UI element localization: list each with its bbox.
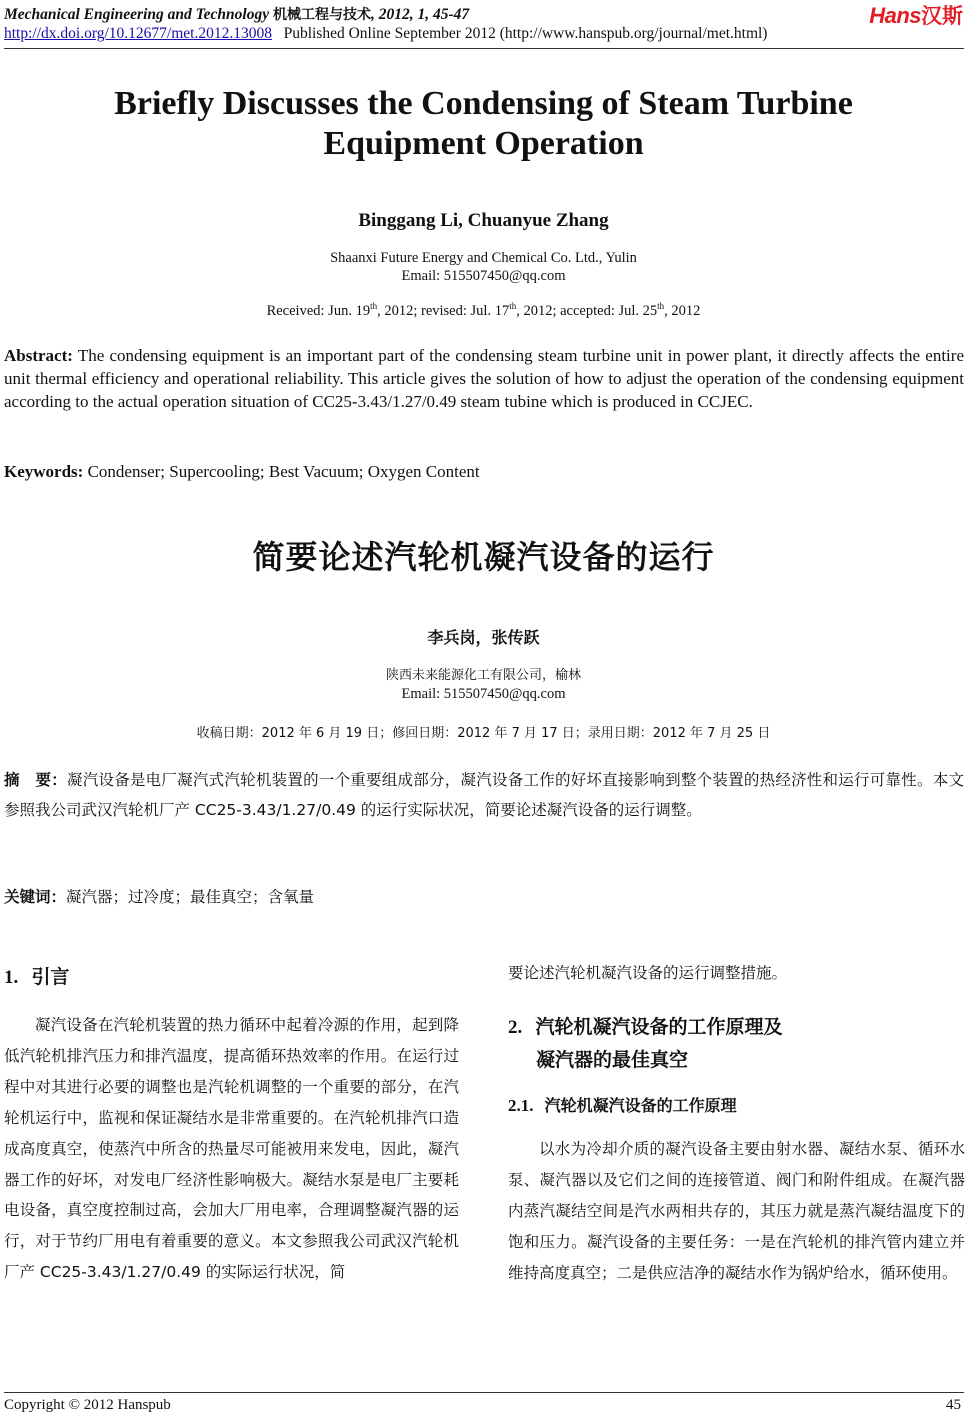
section-2-title-line2: 凝汽器的最佳真空	[536, 1049, 689, 1071]
section-2-1-number: 2.1.	[508, 1096, 534, 1115]
revised-date: , 2012; revised: Jul. 17	[377, 303, 510, 319]
journal-name: Mechanical Engineering and Technology	[4, 6, 270, 23]
email-zh: Email: 515507450@qq.com	[401, 686, 566, 702]
keywords-label: Keywords:	[4, 462, 84, 481]
keywords-text: Condenser; Supercooling; Best Vacuum; Oxygen Content	[87, 462, 480, 481]
section-2-1-title: 汽轮机凝汽设备的工作原理	[544, 1096, 737, 1115]
ordinal-suffix: th	[370, 301, 378, 312]
section-1-paragraph: 凝汽设备在汽轮机装置的热力循环中起着冷源的作用，起到降低汽轮机排汽压力和排汽温度，提高循环热效率的作用。在运行过程中对其进行必要的调整也是汽轮机调整的一个重要的部分，在汽轮机运行中，监视和保证凝结水是非常重要的。在汽轮机排汽口造成高度真空，使蒸汽中所含的热量尽可能被用来发电，因此，凝汽器工作的好坏，对发电厂经济性影响极大。凝结水泵是电厂主要耗电设备，真空度控制过高，会加大厂用电率，合理调整凝汽器的运行，对于节约厂用电有着重要的意义。本文参照我公司武汉汽轮机厂产 CC25-3.43/1.27/0.49 的实际运行状况，简	[4, 1016, 459, 1282]
paper-title-zh: 简要论述汽轮机凝汽设备的运行	[252, 538, 715, 576]
received-date: Received: Jun. 19	[266, 303, 371, 319]
section-1-title: 引言	[31, 966, 70, 988]
keywords-zh	[4, 885, 314, 907]
published-info: Published Online September 2012 (http://www.hanspub.org/journal/met.html)	[283, 25, 768, 42]
section-1-number: 1.	[4, 967, 19, 988]
copyright: Copyright © 2012 Hanspub	[4, 1397, 171, 1413]
journal-header	[4, 4, 469, 24]
journal-issue: , 2012, 1, 45-47	[370, 6, 470, 23]
logo-zh: 汉斯	[921, 4, 963, 28]
affiliation-zh: 陕西未来能源化工有限公司，榆林	[385, 668, 581, 683]
section-1-heading	[4, 962, 70, 989]
section-2-number: 2.	[508, 1017, 523, 1038]
abstract-label-zh: 摘 要：	[4, 771, 67, 789]
abstract-text-zh: 凝汽设备是电厂凝汽式汽轮机装置的一个重要组成部分，凝汽设备工作的好坏直接影响到整个装置的热经济性和运行可靠性。本文参照我公司武汉汽轮机厂产 CC25-3.43/1.27/0.49 的运行实际状况，简要论述凝汽设备的运行调整。	[4, 771, 964, 819]
received-dates-zh: 收稿日期：2012 年 6 月 19 日；修回日期：2012 年 7 月 17 日；录用日期：2012 年 7 月 25 日	[196, 726, 771, 741]
abstract-zh	[4, 765, 964, 825]
footer-rule	[4, 1392, 964, 1393]
section-2-heading	[508, 1012, 783, 1072]
page-number: 45	[946, 1397, 961, 1413]
affiliation-block	[0, 249, 967, 285]
journal-name-zh: 机械工程与技术	[272, 7, 371, 23]
paper-title	[0, 84, 967, 164]
abstract	[4, 344, 964, 413]
affiliation-block-zh	[0, 666, 967, 704]
section-2-title-line1: 汽轮机凝汽设备的工作原理及	[535, 1016, 783, 1038]
paper-title-line2: Equipment Operation	[323, 125, 644, 162]
ordinal-suffix: th	[657, 301, 665, 312]
paper-title-line1: Briefly Discusses the Condensing of Steam Turbine	[114, 85, 853, 122]
email: Email: 515507450@qq.com	[401, 268, 566, 284]
doi-link[interactable]: http://dx.doi.org/10.12677/met.2012.13008	[4, 25, 272, 42]
accepted-date: , 2012; accepted: Jul. 25	[516, 303, 658, 319]
logo-latin: Hans	[869, 3, 921, 28]
keywords-label-zh: 关键词：	[4, 888, 67, 906]
authors-zh: 李兵岗，张传跃	[427, 628, 540, 647]
keywords-text-zh: 凝汽器；过冷度；最佳真空；含氧量	[66, 888, 315, 906]
dates-end: , 2012	[664, 303, 701, 319]
section-2-1-paragraph: 以水为冷却介质的凝汽设备主要由射水器、凝结水泵、循环水泵、凝汽器以及它们之间的连接管道、阀门和附件组成。在凝汽器内蒸汽凝结空间是汽水两相共存的，其压力就是蒸汽凝结温度下的饱和压力。凝汽设备的主要任务：一是在汽轮机的排汽管内建立并维持高度真空；二是供应洁净的凝结水作为锅炉给水，循环使用。	[508, 1140, 965, 1282]
keywords	[4, 462, 480, 482]
abstract-label: Abstract:	[4, 346, 73, 365]
header-rule	[4, 48, 964, 49]
abstract-text: The condensing equipment is an important part of the condensing steam turbine unit in power plant, it directly affects the entire unit thermal efficiency and operational reliability. This article gives the solution of how to adjust the operation of the condensing equipment according to the actual operation situation of CC25-3.43/1.27/0.49 steam tubine which is produced in CCJEC.	[4, 346, 964, 411]
ordinal-suffix: th	[509, 301, 517, 312]
section-2-1-heading	[508, 1093, 737, 1116]
doi-line	[4, 25, 767, 43]
right-column-continuation: 要论述汽轮机凝汽设备的运行调整措施。	[508, 964, 788, 982]
affiliation: Shaanxi Future Energy and Chemical Co. Ltd., Yulin	[330, 250, 637, 266]
authors: Binggang Li, Chuanyue Zhang	[358, 210, 609, 231]
received-dates	[0, 303, 967, 320]
hans-logo	[869, 0, 963, 26]
